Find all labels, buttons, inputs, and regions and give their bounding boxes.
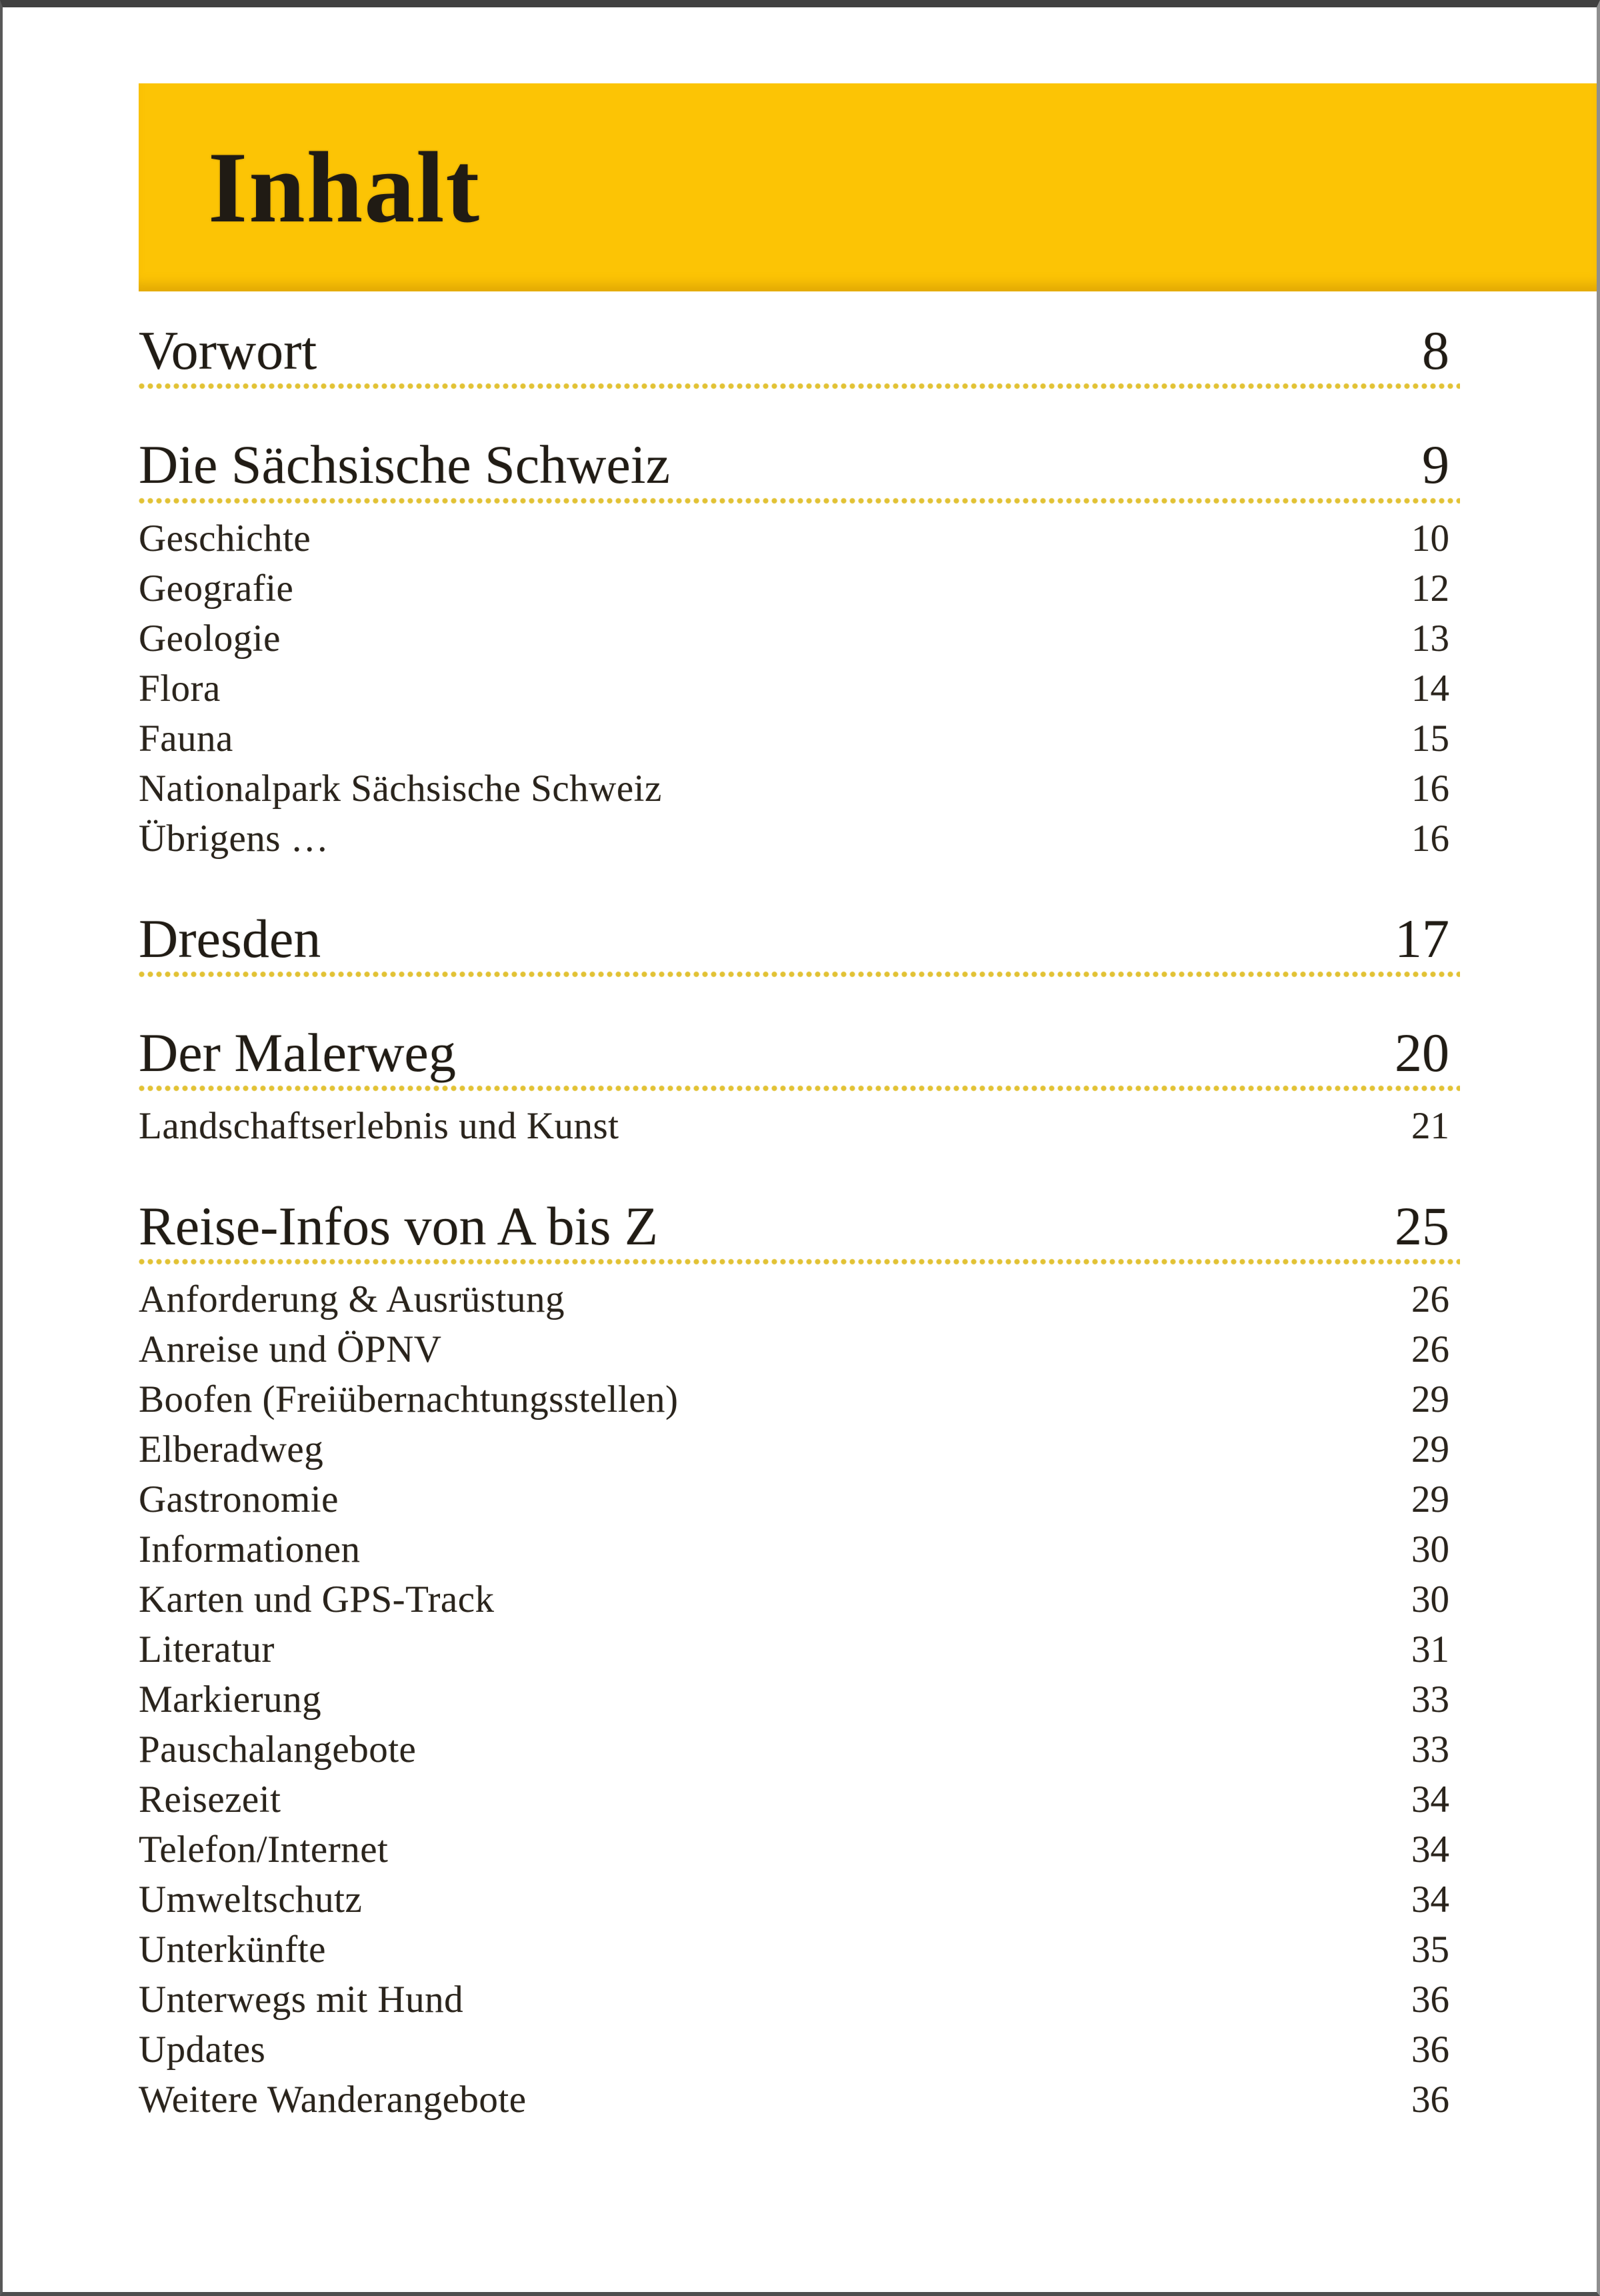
toc-item-label: Geschichte xyxy=(139,517,311,559)
toc-item-label: Unterwegs mit Hund xyxy=(139,1979,464,2021)
toc-item-page-number: 14 xyxy=(1411,667,1449,710)
toc-heading-label: Reise-Infos von A bis Z xyxy=(139,1196,658,1257)
toc-item-label: Gastronomie xyxy=(139,1478,339,1521)
toc-item-label: Markierung xyxy=(139,1678,322,1721)
toc-item-row xyxy=(139,1975,1449,2025)
toc-item-row xyxy=(139,664,1449,714)
toc-item-page-number: 33 xyxy=(1411,1729,1449,1771)
toc-item-page-number: 29 xyxy=(1411,1428,1449,1471)
toc-section xyxy=(139,1024,1449,1151)
toc-item-page-number: 21 xyxy=(1411,1105,1449,1148)
toc-item-row xyxy=(139,1574,1449,1624)
toc-item-row xyxy=(139,764,1449,814)
toc-item-page-number: 36 xyxy=(1411,2079,1449,2121)
toc-item-label: Updates xyxy=(139,2029,266,2071)
toc-item-label: Landschaftserlebnis und Kunst xyxy=(139,1105,619,1148)
toc-item-page-number: 13 xyxy=(1411,617,1449,660)
toc-item-label: Nationalpark Sächsische Schweiz xyxy=(139,767,662,810)
toc-item-label: Informationen xyxy=(139,1528,361,1571)
toc-item-row xyxy=(139,2025,1449,2075)
toc-item-page-number: 12 xyxy=(1411,567,1449,610)
toc-heading-page-number: 8 xyxy=(1422,320,1449,381)
page-title: Inhalt xyxy=(208,131,481,243)
toc-item-page-number: 29 xyxy=(1411,1378,1449,1421)
toc-item-page-number: 34 xyxy=(1411,1779,1449,1821)
toc-item-row xyxy=(139,1274,1449,1324)
toc-item-page-number: 35 xyxy=(1411,1929,1449,1971)
toc-heading-row xyxy=(139,910,1449,978)
toc-item-page-number: 34 xyxy=(1411,1879,1449,1921)
toc-heading-page-number: 17 xyxy=(1395,908,1449,969)
toc-heading-label: Dresden xyxy=(139,908,321,969)
toc-item-row xyxy=(139,563,1449,614)
toc-item-label: Fauna xyxy=(139,717,233,760)
toc-item-label: Boofen (Freiübernachtungsstellen) xyxy=(139,1378,679,1421)
toc-item-label: Anforderung & Ausrüstung xyxy=(139,1278,565,1321)
toc-item-row xyxy=(139,1374,1449,1424)
toc-subentry-list xyxy=(139,513,1449,864)
toc-subentry-list xyxy=(139,1274,1449,2125)
toc-heading-label: Der Malerweg xyxy=(139,1022,456,1083)
toc-section xyxy=(139,910,1449,978)
toc-item-row xyxy=(139,513,1449,563)
toc-item-row xyxy=(139,714,1449,764)
toc-item-row xyxy=(139,1775,1449,1825)
toc-item-page-number: 29 xyxy=(1411,1478,1449,1521)
toc-heading-page-number: 20 xyxy=(1395,1022,1449,1083)
toc-item-page-number: 34 xyxy=(1411,1829,1449,1871)
toc-heading-label: Die Sächsische Schweiz xyxy=(139,434,670,495)
toc-item-row xyxy=(139,1925,1449,1975)
toc-item-page-number: 16 xyxy=(1411,767,1449,810)
toc-item-page-number: 30 xyxy=(1411,1528,1449,1571)
toc-item-row xyxy=(139,1825,1449,1875)
toc-item-label: Reisezeit xyxy=(139,1779,281,1821)
toc-heading-row xyxy=(139,322,1449,389)
toc-item-row xyxy=(139,1624,1449,1674)
toc-heading-page-number: 25 xyxy=(1395,1196,1449,1257)
toc-heading-row xyxy=(139,436,1449,503)
toc-item-label: Umweltschutz xyxy=(139,1879,363,1921)
toc-item-label: Pauschalangebote xyxy=(139,1729,417,1771)
toc-item-page-number: 26 xyxy=(1411,1278,1449,1321)
toc-heading-label: Vorwort xyxy=(139,320,317,381)
toc-item-row xyxy=(139,1324,1449,1374)
toc-item-page-number: 33 xyxy=(1411,1678,1449,1721)
toc-item-page-number: 36 xyxy=(1411,1979,1449,2021)
toc-item-label: Anreise und ÖPNV xyxy=(139,1328,442,1371)
toc-item-label: Karten und GPS-Track xyxy=(139,1578,495,1621)
toc-item-label: Geologie xyxy=(139,617,281,660)
toc-item-row xyxy=(139,1424,1449,1474)
toc-heading-page-number: 9 xyxy=(1422,434,1449,495)
toc-item-row xyxy=(139,1674,1449,1725)
toc-item-row xyxy=(139,1524,1449,1574)
toc-item-row xyxy=(139,1101,1449,1151)
toc-heading-row xyxy=(139,1024,1449,1092)
toc-item-page-number: 16 xyxy=(1411,817,1449,860)
toc-item-label: Weitere Wanderangebote xyxy=(139,2079,527,2121)
toc-item-row xyxy=(139,814,1449,864)
toc-section xyxy=(139,322,1449,389)
toc-heading-row xyxy=(139,1198,1449,1265)
toc-section xyxy=(139,436,1449,863)
toc-item-page-number: 31 xyxy=(1411,1628,1449,1671)
toc-item-row xyxy=(139,1474,1449,1524)
toc-item-row xyxy=(139,1725,1449,1775)
toc-item-label: Unterkünfte xyxy=(139,1929,326,1971)
toc-item-row xyxy=(139,1875,1449,1925)
toc-item-page-number: 15 xyxy=(1411,717,1449,760)
toc-item-page-number: 36 xyxy=(1411,2029,1449,2071)
inhalt-header-band xyxy=(139,83,1597,291)
toc-item-label: Flora xyxy=(139,667,221,710)
toc-item-page-number: 26 xyxy=(1411,1328,1449,1371)
toc-item-label: Elberadweg xyxy=(139,1428,324,1471)
toc-item-page-number: 10 xyxy=(1411,517,1449,559)
toc-item-row xyxy=(139,2075,1449,2125)
toc-item-page-number: 30 xyxy=(1411,1578,1449,1621)
toc-item-label: Übrigens … xyxy=(139,817,329,860)
toc-item-label: Telefon/Internet xyxy=(139,1829,389,1871)
toc-subentry-list xyxy=(139,1101,1449,1151)
table-of-contents xyxy=(139,322,1449,2125)
toc-section xyxy=(139,1198,1449,2125)
toc-item-label: Geografie xyxy=(139,567,294,610)
toc-item-row xyxy=(139,614,1449,664)
toc-item-label: Literatur xyxy=(139,1628,275,1671)
